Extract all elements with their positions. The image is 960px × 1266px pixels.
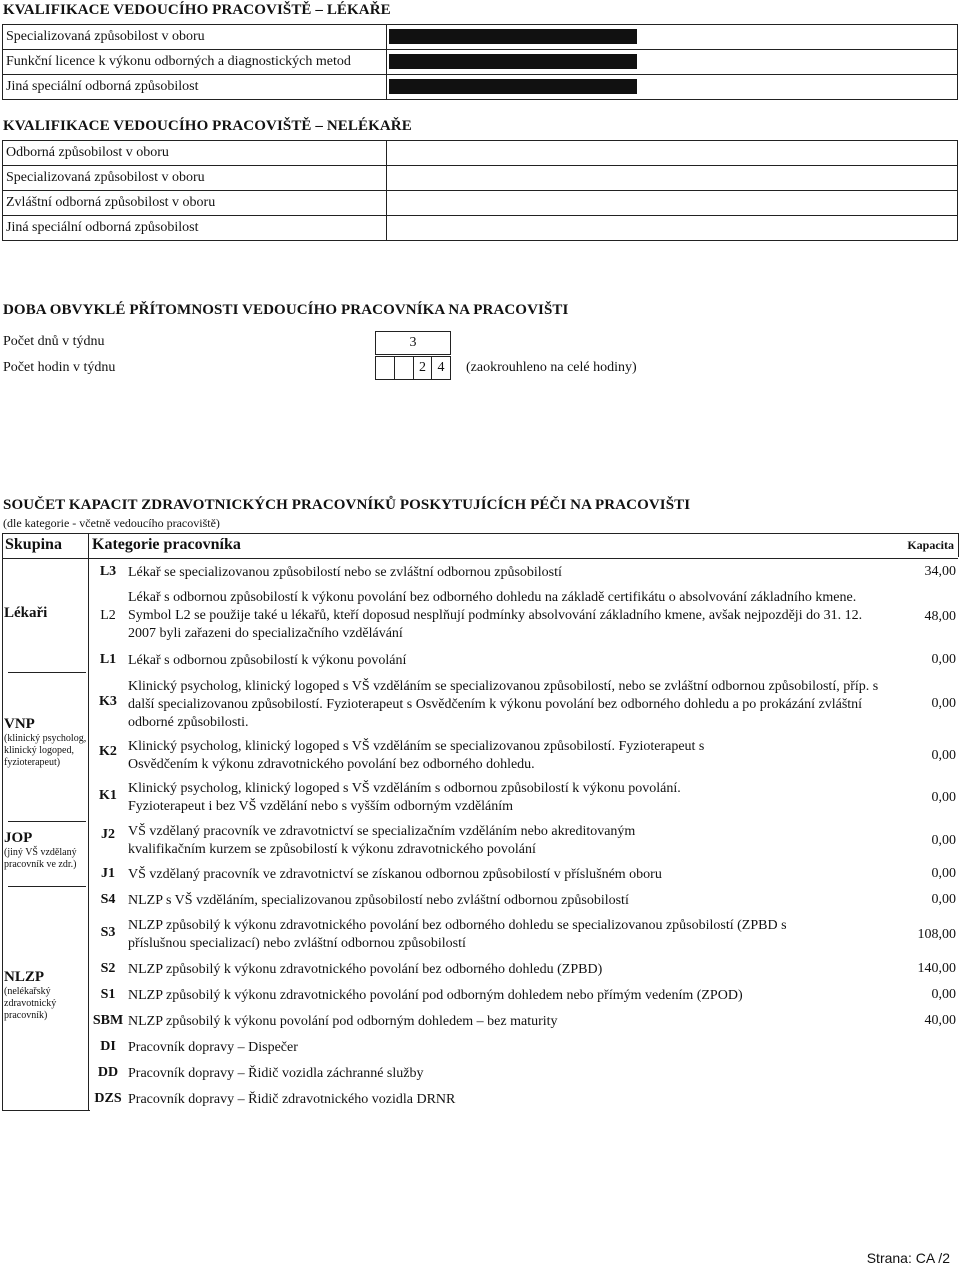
days-value-box: 3: [375, 331, 451, 355]
qualification-label: Specializovaná způsobilost v oboru: [3, 166, 387, 191]
capacity-row: [90, 892, 958, 910]
qualification-value: [387, 216, 958, 241]
qualification-label: Funkční licence k výkonu odborných a diagnostických metod: [3, 50, 387, 75]
qualification-value: [387, 191, 958, 216]
category-code: L1: [99, 652, 117, 667]
redacted-value: [387, 75, 958, 100]
category-description: NLZP způsobilý k výkonu zdravotnického povolání bez odborného dohledu (ZPBD): [128, 962, 603, 977]
section-subtitle-capacity: (dle kategorie - včetně vedoucího pracoviště): [3, 516, 220, 530]
group-separator: [8, 821, 86, 822]
category-description: VŠ vzdělaný pracovník ve zdravotnictví se specializačním vzděláním nebo akreditovaným kvalifikačním kurzem se způsobilostí k výkonu zdravotnického povolání: [128, 824, 636, 857]
hours-label: Počet hodin v týdnu: [3, 360, 116, 375]
qualification-label: Specializovaná způsobilost v oboru: [3, 25, 387, 50]
table-border-left: [2, 533, 3, 1111]
category-description: NLZP způsobilý k výkonu zdravotnického povolání pod odborným dohledem nebo přímým vedením (ZPOD): [128, 988, 743, 1003]
column-header-capacity: Kapacita: [907, 538, 954, 552]
capacity-value: 0,00: [931, 748, 956, 763]
category-code: J2: [101, 827, 115, 842]
nonphysician-qualification-table: [2, 140, 958, 241]
category-description: VŠ vzdělaný pracovník ve zdravotnictví se získanou odbornou způsobilostí v příslušném oboru: [128, 867, 662, 882]
group-description: (klinický psycholog, klinický logoped, fyzioterapeut): [4, 733, 87, 768]
category-description: Pracovník dopravy – Řidič vozidla záchranné služby: [128, 1066, 424, 1081]
capacity-row: [90, 589, 958, 645]
section-title-capacity: SOUČET KAPACIT ZDRAVOTNICKÝCH PRACOVNÍKŮ POSKYTUJÍCÍCH PÉČI NA PRACOVIŠTI: [3, 497, 691, 513]
category-code: L2: [100, 608, 116, 623]
category-code: S4: [100, 892, 116, 907]
category-description: NLZP s VŠ vzděláním, specializovanou způsobilostí nebo zvláštní odbornou způsobilostí: [128, 893, 629, 908]
group-name: JOP: [4, 830, 33, 846]
capacity-row: [90, 652, 958, 670]
group-jop: [4, 830, 88, 871]
qualification-label: Jiná speciální odborná způsobilost: [3, 216, 387, 241]
group-name: NLZP: [4, 969, 45, 985]
group-divider: [88, 533, 89, 1111]
category-code: S1: [100, 987, 116, 1002]
capacity-row: [90, 780, 958, 818]
section-title-nonphysician-qualification: KVALIFIKACE VEDOUCÍHO PRACOVIŠTĚ – NELÉKAŘE: [3, 118, 412, 134]
column-header-group: Skupina: [5, 536, 62, 553]
category-code: K3: [99, 694, 117, 709]
category-description: NLZP způsobilý k výkonu zdravotnického povolání bez odborného dohledu se specializovanou způsobilostí (ZPBD s příslušnou specializací) nebo zvláštní odbornou způsobilostí: [128, 918, 787, 951]
group-name: VNP: [4, 716, 35, 732]
physician-qualification-table: [2, 24, 958, 100]
days-label: Počet dnů v týdnu: [3, 334, 105, 349]
capacity-row: [90, 1091, 958, 1109]
capacity-value: 0,00: [931, 652, 956, 667]
capacity-row: [90, 987, 958, 1005]
redacted-value: [387, 50, 958, 75]
group-description: (nelékařský zdravotnický pracovník): [4, 986, 57, 1021]
category-code: J1: [101, 866, 115, 881]
category-code: K1: [99, 788, 117, 803]
section-title-presence: DOBA OBVYKLÉ PŘÍTOMNOSTI VEDOUCÍHO PRACOVNÍKA NA PRACOVIŠTI: [3, 302, 569, 318]
hours-digit-box: [394, 356, 414, 380]
category-description: Pracovník dopravy – Dispečer: [128, 1040, 298, 1055]
category-code: SBM: [92, 1013, 124, 1028]
capacity-value: 0,00: [931, 790, 956, 805]
hours-digit-box: 2: [413, 356, 432, 380]
capacity-value: 108,00: [917, 927, 956, 942]
group-nlzp: [4, 969, 88, 1022]
capacity-value: 34,00: [924, 564, 956, 579]
page-number: Strana: CA /2: [866, 1250, 950, 1266]
capacity-value: 0,00: [931, 866, 956, 881]
category-code: K2: [99, 744, 117, 759]
capacity-row: [90, 917, 958, 955]
capacity-row: [90, 738, 958, 776]
table-border-bottom: [2, 1110, 90, 1111]
category-description: Klinický psycholog, klinický logoped s VŠ vzděláním s odbornou způsobilostí k výkonu povolání. Fyzioterapeut i bez VŠ vzdělání nebo s vyšším odborným vzděláním: [128, 781, 681, 814]
category-description: Pracovník dopravy – Řidič zdravotnického vozidla DRNR: [128, 1092, 456, 1107]
capacity-value: 0,00: [931, 833, 956, 848]
capacity-value: 0,00: [931, 987, 956, 1002]
capacity-row: [90, 823, 958, 861]
category-description: Lékař s odbornou způsobilostí k výkonu povolání: [128, 653, 407, 668]
table-border-right: [958, 533, 959, 557]
qualification-value: [387, 141, 958, 166]
group-separator: [8, 672, 86, 673]
qualification-label: Odborná způsobilost v oboru: [3, 141, 387, 166]
group-name: Lékaři: [4, 605, 48, 621]
group-vnp: [4, 716, 88, 769]
category-description: NLZP způsobilý k výkonu povolání pod odborným dohledem – bez maturity: [128, 1014, 558, 1029]
capacity-value: 140,00: [917, 961, 956, 976]
capacity-row: [90, 1013, 958, 1031]
column-header-category: Kategorie pracovníka: [92, 536, 241, 553]
redacted-value: [387, 25, 958, 50]
capacity-row: [90, 564, 958, 582]
category-code: DZS: [94, 1091, 122, 1106]
group-separator: [8, 886, 86, 887]
group-description: (jiný VŠ vzdělaný pracovník ve zdr.): [4, 847, 77, 870]
qualification-label: Jiná speciální odborná způsobilost: [3, 75, 387, 100]
category-description: Lékař se specializovanou způsobilostí nebo se zvláštní odbornou způsobilostí: [128, 565, 562, 580]
qualification-value: [387, 166, 958, 191]
capacity-row: [90, 678, 958, 732]
hours-digit-box: 4: [431, 356, 451, 380]
group-physicians: [4, 605, 88, 622]
capacity-value: 0,00: [931, 696, 956, 711]
category-code: DI: [100, 1039, 116, 1054]
capacity-row: [90, 866, 958, 884]
section-title-physician-qualification: KVALIFIKACE VEDOUCÍHO PRACOVIŠTĚ – LÉKAŘE: [3, 2, 391, 18]
hours-note: (zaokrouhleno na celé hodiny): [466, 360, 637, 375]
category-code: L3: [99, 564, 117, 579]
category-code: DD: [97, 1065, 119, 1080]
capacity-table-header: [2, 533, 958, 559]
category-description: Klinický psycholog, klinický logoped s VŠ vzděláním se specializovanou způsobilostí. Fyzioterapeut s Osvědčením k výkonu zdravotnického povolání bez odborného dohledu.: [128, 739, 705, 772]
capacity-row: [90, 961, 958, 979]
category-code: S3: [100, 925, 116, 940]
capacity-value: 0,00: [931, 892, 956, 907]
capacity-row: [90, 1039, 958, 1057]
hours-digit-box: [375, 356, 395, 380]
capacity-row: [90, 1065, 958, 1083]
capacity-value: 40,00: [924, 1013, 956, 1028]
qualification-label: Zvláštní odborná způsobilost v oboru: [3, 191, 387, 216]
category-description: Klinický psycholog, klinický logoped s VŠ vzděláním se specializovanou způsobilostí, nebo se zvláštní odbornou způsobilostí, příp. s další specializovanou způsobilostí. Fyzioterapeut s Osvědčením k výkonu povolání bez odborného dohledu a po prokázání zvláštní odborné způsobilosti.: [128, 679, 879, 730]
category-description: Lékař s odbornou způsobilostí k výkonu povolání bez odborného dohledu na základě certifikátu o absolvování základního kmene. Symbol L2 se použije také u lékařů, kteří doposud nesplňují podmínky absolvování základního kmene, avšak nejpozději do 31. 12. 2007 byli zařazeni do specializačního vzdělávání: [128, 590, 863, 641]
category-code: S2: [100, 961, 116, 976]
capacity-value: 48,00: [924, 609, 956, 624]
